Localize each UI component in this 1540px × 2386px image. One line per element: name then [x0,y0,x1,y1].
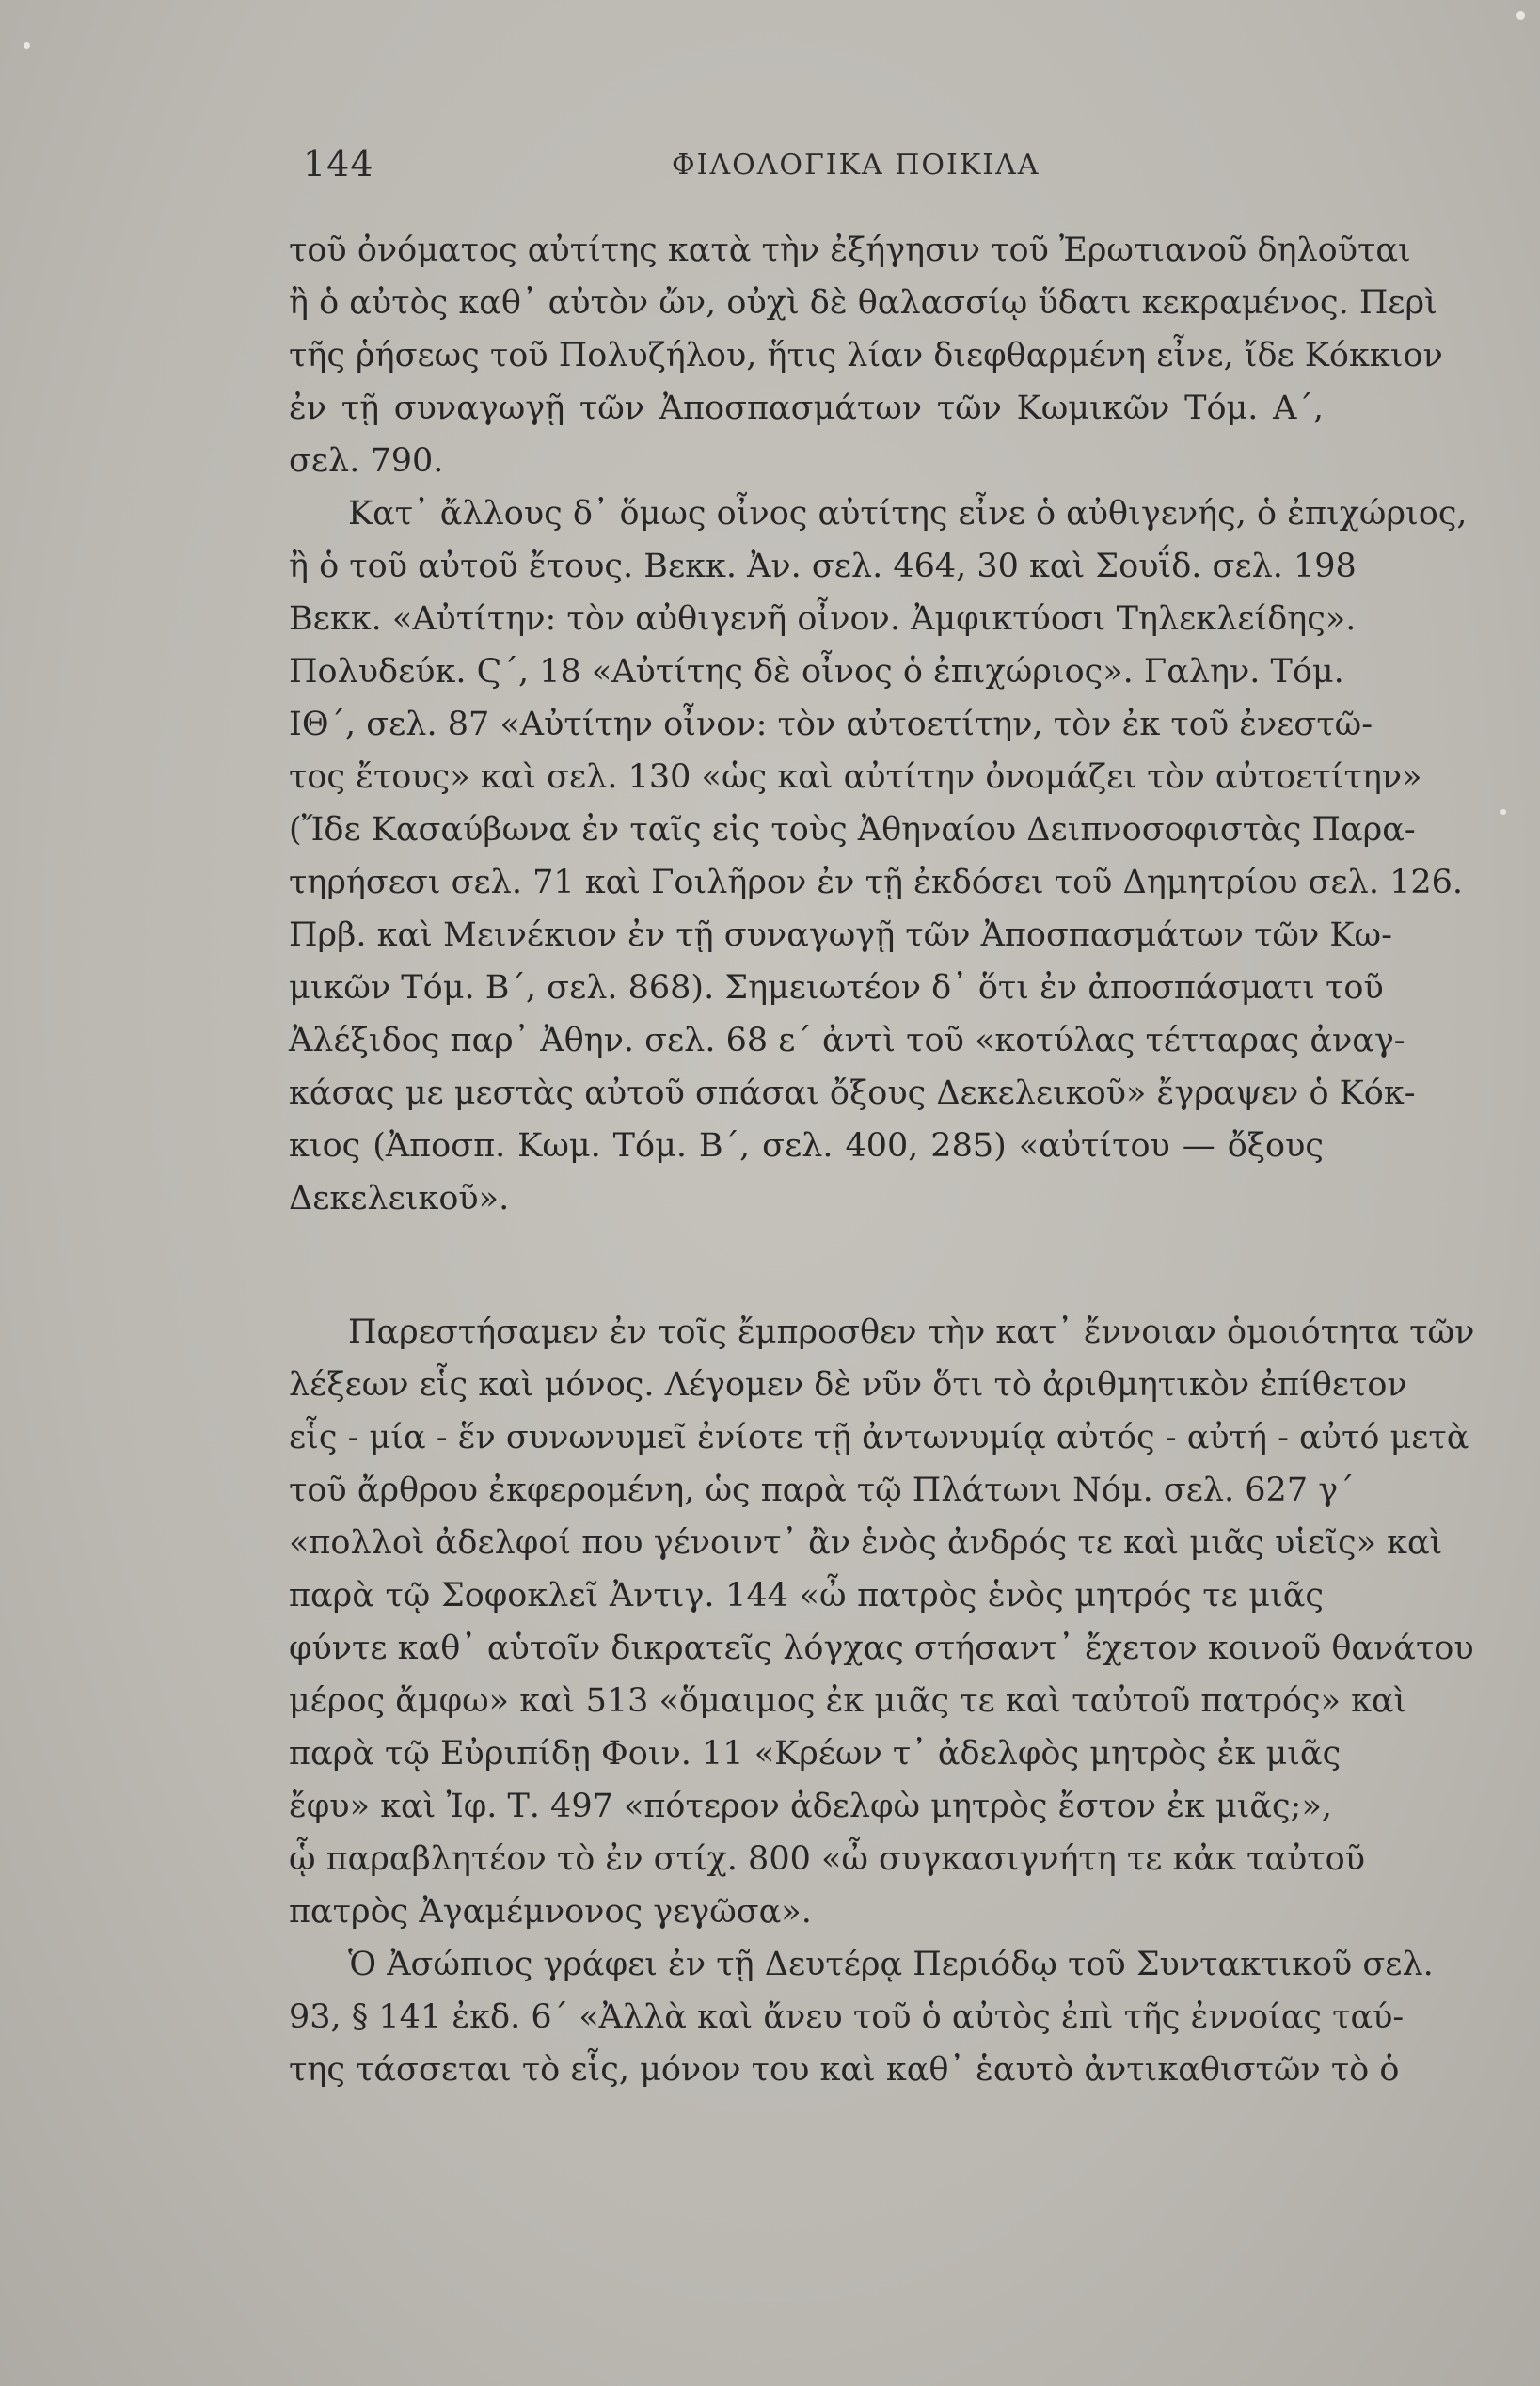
text-line: Κατ᾽ ἄλλους δ᾽ ὅμως οἶνος αὐτίτης εἶνε ὁ αὐθιγενής, ὁ ἐπιχώριος, [348,495,1468,533]
paragraph [289,224,1443,487]
text-line: παρὰ τῷ Σοφοκλεῖ Ἀντιγ. 144 «ὦ πατρὸς ἑνὸς μητρός τε μιᾶς [289,1577,1324,1615]
text-line: ἢ ὁ αὐτὸς καθ᾽ αὐτὸν ὤν, οὐχὶ δὲ θαλασσίῳ ὕδατι κεκραμένος. Περὶ [289,284,1437,322]
text-line: τοῦ ὀνόματος αὐτίτης κατὰ τὴν ἐξήγησιν τοῦ Ἐρωτιανοῦ δηλοῦται [289,231,1411,269]
text-line: Βεκκ. «Αὐτίτην: τὸν αὐθιγενῆ οἶνον. Ἀμφικτύοσι Τηλεκλείδης». [289,600,1357,638]
text-line: τοῦ ἄρθρου ἐκφερομένη, ὡς παρὰ τῷ Πλάτωνι Νόμ. σελ. 627 γ΄ [289,1471,1355,1509]
paragraph-gap [289,1225,1324,1306]
paragraph [289,1306,1475,1938]
text-line: ᾧ παραβλητέον τὸ ἐν στίχ. 800 «ὦ συγκασιγνήτη τε κἀκ ταὐτοῦ [289,1840,1366,1878]
text-line: εἷς - μία - ἕν συνωνυμεῖ ἐνίοτε τῇ ἀντωνυμίᾳ αὐτός - αὐτή - αὐτό μετὰ [289,1419,1469,1456]
text-line: κάσας με μεστὰς αὐτοῦ σπάσαι ὄξους Δεκελεικοῦ» ἔγραψεν ὁ Κόκ- [289,1074,1416,1112]
text-line: «πολλοὶ ἀδελφοί που γένοιντ᾽ ἂν ἑνὸς ἀνδρός τε καὶ μιᾶς υἱεῖς» καὶ [289,1524,1443,1562]
paper-speck [1516,11,1525,20]
text-line: σελ. 790. [289,442,444,480]
text-line: τηρήσεσι σελ. 71 καὶ Γοιλῆρον ἐν τῇ ἐκδόσει τοῦ Δημητρίου σελ. 126. [289,864,1464,901]
paper-speck [1500,809,1506,815]
text-line: πατρὸς Ἀγαμέμνονος γεγῶσα». [289,1893,812,1931]
text-line: κιος (Ἀποσπ. Κωμ. Τόμ. Β΄, σελ. 400, 285) «αὐτίτου — ὄξους [289,1127,1324,1165]
text-line: Πολυδεύκ. Ϛ΄, 18 «Αὐτίτης δὲ οἶνος ὁ ἐπιχώριος». Γαλην. Τόμ. [289,653,1344,691]
text-line: Ἀλέξιδος παρ᾽ Ἀθην. σελ. 68 ε΄ ἀντὶ τοῦ «κοτύλας τέτταρας ἀναγ- [289,1022,1405,1059]
text-line: τῆς ῥήσεως τοῦ Πολυζήλου, ἥτις λίαν διεφθαρμένη εἶνε, ἴδε Κόκκιον [289,337,1443,374]
text-line: ἔφυ» καὶ Ἰφ. Τ. 497 «πότερον ἀδελφὼ μητρὸς ἔστον ἐκ μιᾶς;», [289,1788,1332,1825]
text-line: 93, § 141 ἐκδ. 6΄ «Ἀλλὰ καὶ ἄνευ τοῦ ὁ αὐτὸς ἐπὶ τῆς ἐννοίας ταύ- [289,1998,1405,2036]
text-line: ΙΘ΄, σελ. 87 «Αὐτίτην οἶνον: τὸν αὐτοετίτην, τὸν ἐκ τοῦ ἐνεστῶ- [289,706,1373,743]
text-line: της τάσσεται τὸ εἷς, μόνον του καὶ καθ᾽ ἑαυτὸ ἀντικαθιστῶν τὸ ὁ [289,2051,1400,2089]
text-line: παρὰ τῷ Εὐριπίδῃ Φοιν. 11 «Κρέων τ᾽ ἀδελφὸς μητρὸς ἐκ μιᾶς [289,1735,1342,1773]
text-line: ἢ ὁ τοῦ αὐτοῦ ἔτους. Βεκκ. Ἀν. σελ. 464, 30 καὶ Σουΐδ. σελ. 198 [289,548,1357,585]
paragraph [289,487,1468,1225]
page-header [303,143,1074,186]
page-number: 144 [303,143,374,184]
text-line: Δεκελεικοῦ». [289,1180,510,1217]
running-title: ΦΙΛΟΛΟΓΙΚΑ ΠΟΙΚΙΛΑ [672,149,1040,182]
text-line: Πρβ. καὶ Μεινέκιον ἐν τῇ συναγωγῇ τῶν Ἀποσπασμάτων τῶν Κω- [289,916,1392,954]
text-line: μικῶν Τόμ. Β΄, σελ. 868). Σημειωτέον δ᾽ ὅτι ἐν ἀποσπάσματι τοῦ [289,969,1384,1007]
text-line: ἐν τῇ συναγωγῇ τῶν Ἀποσπασμάτων τῶν Κωμικῶν Τόμ. Α΄, [289,390,1324,427]
text-line: λέξεων εἷς καὶ μόνος. Λέγομεν δὲ νῦν ὅτι τὸ ἀριθμητικὸν ἐπίθετον [289,1366,1407,1404]
paper-speck [24,42,30,49]
text-line: τος ἔτους» καὶ σελ. 130 «ὡς καὶ αὐτίτην ὀνομάζει τὸν αὐτοετίτην» [289,758,1422,796]
text-line: Ὁ Ἀσώπιος γράφει ἐν τῇ Δευτέρᾳ Περιόδῳ τοῦ Συντακτικοῦ σελ. [348,1946,1434,1983]
text-line: Παρεστήσαμεν ἐν τοῖς ἔμπροσθεν τὴν κατ᾽ ἔννοιαν ὁμοιότητα τῶν [348,1313,1475,1351]
paragraph [289,1938,1434,2096]
text-line: μέρος ἄμφω» καὶ 513 «ὅμαιμος ἐκ μιᾶς τε καὶ ταὐτοῦ πατρός» καὶ [289,1682,1407,1720]
body-text [289,224,1475,2096]
text-line: (Ἴδε Κασαύβωνα ἐν ταῖς εἰς τοὺς Ἀθηναίου Δειπνοσοφιστὰς Παρα- [289,811,1416,849]
text-line: φύντε καθ᾽ αὑτοῖν δικρατεῖς λόγχας στήσαντ᾽ ἔχετον κοινοῦ θανάτου [289,1630,1474,1667]
